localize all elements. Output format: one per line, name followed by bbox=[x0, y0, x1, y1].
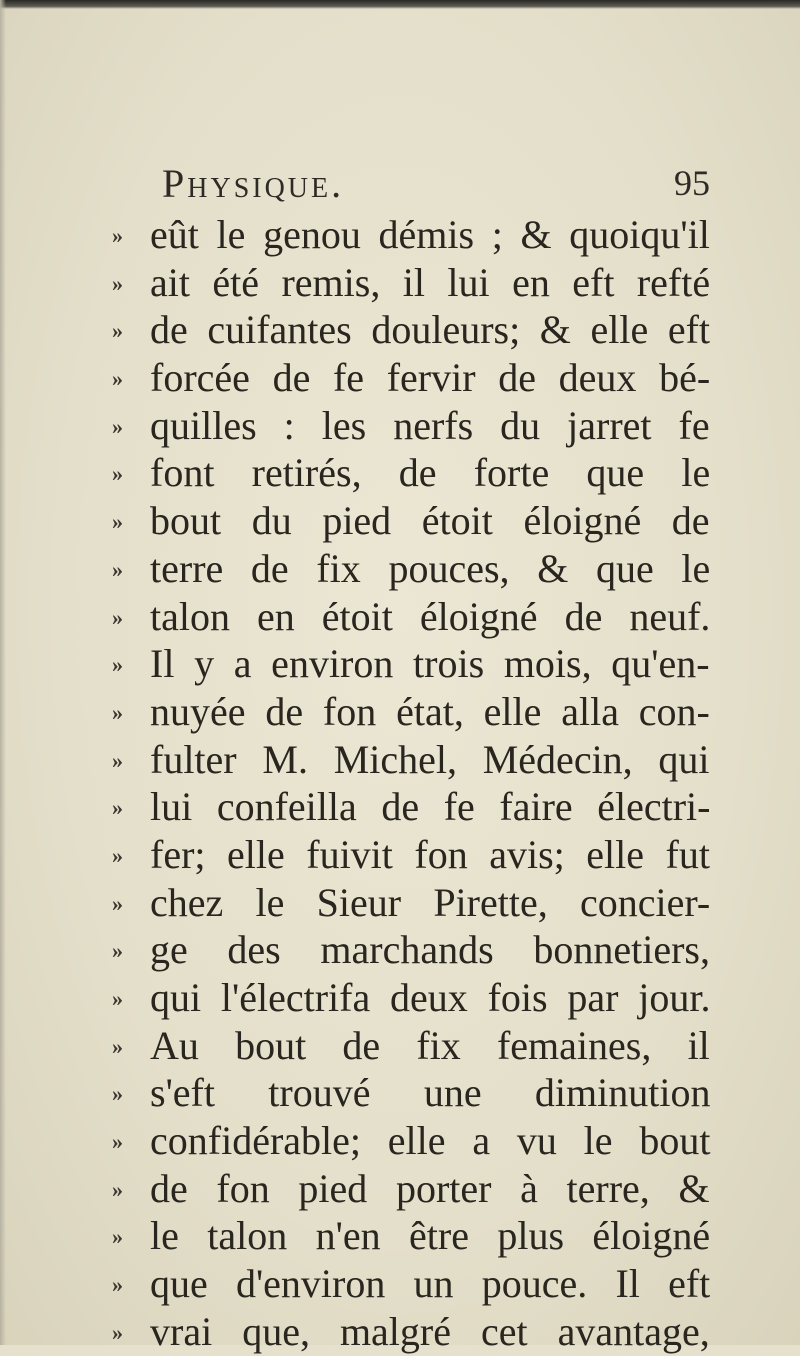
line-text: talon en étoit éloigné de neuf. bbox=[150, 593, 711, 639]
text-line bbox=[0, 974, 800, 1022]
page-number: 95 bbox=[674, 163, 710, 203]
text-line bbox=[0, 211, 800, 259]
body-text bbox=[0, 211, 800, 1356]
line-text: Au bout de fix femaines, il bbox=[150, 1022, 710, 1068]
line-text: de fon pied porter à terre, & bbox=[150, 1165, 710, 1211]
quote-mark: » bbox=[112, 938, 123, 964]
quote-mark: » bbox=[112, 795, 123, 821]
text-line bbox=[0, 640, 800, 688]
line-text: fulter M. Michel, Médecin, qui bbox=[150, 736, 710, 782]
line-text: vrai que, malgré cet avantage, bbox=[150, 1308, 710, 1354]
line-text: Il y a environ trois mois, qu'en- bbox=[150, 641, 710, 687]
text-line bbox=[0, 926, 800, 974]
text-line bbox=[0, 545, 800, 593]
line-text: le talon n'en être plus éloigné bbox=[150, 1213, 711, 1259]
quote-mark: » bbox=[112, 1224, 123, 1250]
text-line bbox=[0, 354, 800, 402]
line-text: lui confeilla de fe faire électri- bbox=[150, 784, 711, 830]
text-line bbox=[0, 831, 800, 879]
quote-mark: » bbox=[112, 652, 123, 678]
text-line bbox=[0, 259, 800, 307]
line-text: nuyée de fon état, elle alla con- bbox=[150, 688, 710, 734]
quote-mark: » bbox=[112, 509, 123, 535]
quote-mark: » bbox=[112, 1176, 123, 1202]
text-line bbox=[0, 1117, 800, 1165]
quote-mark: » bbox=[112, 747, 123, 773]
quote-mark: » bbox=[112, 986, 123, 1011]
quote-mark: » bbox=[112, 1272, 123, 1298]
quote-mark: » bbox=[112, 1033, 123, 1059]
quote-mark: » bbox=[112, 604, 123, 630]
line-text: forcée de fe fervir de deux bé- bbox=[150, 355, 711, 401]
quote-mark: » bbox=[112, 699, 123, 725]
quote-mark: » bbox=[112, 270, 123, 296]
quote-mark: » bbox=[112, 318, 123, 344]
text-line bbox=[0, 1022, 800, 1070]
text-line bbox=[0, 879, 800, 927]
text-line bbox=[0, 593, 800, 641]
text-line bbox=[0, 736, 800, 784]
quote-mark: » bbox=[112, 1319, 123, 1345]
quote-mark: » bbox=[112, 366, 123, 392]
text-line bbox=[0, 497, 800, 545]
running-header bbox=[150, 158, 710, 208]
line-text: eût le genou démis ; & quoiqu'il bbox=[150, 212, 710, 257]
quote-mark: » bbox=[112, 461, 123, 487]
line-text: ge des marchands bonnetiers, bbox=[150, 927, 710, 973]
page-top-edge bbox=[0, 0, 800, 9]
header-title: Physique. bbox=[162, 161, 345, 206]
quote-mark: » bbox=[112, 1129, 123, 1155]
text-line bbox=[0, 1308, 800, 1356]
line-text: confidérable; elle a vu le bout bbox=[150, 1118, 711, 1164]
line-text: que d'environ un pouce. Il eft bbox=[150, 1261, 711, 1307]
line-text: terre de fix pouces, & que le bbox=[150, 545, 711, 591]
quote-mark: » bbox=[112, 556, 123, 582]
text-line bbox=[0, 402, 800, 450]
quote-mark: » bbox=[112, 890, 123, 916]
text-line bbox=[0, 1260, 800, 1308]
line-text: font retirés, de forte que le bbox=[150, 450, 711, 496]
line-text: quilles : les nerfs du jarret fe bbox=[150, 402, 710, 448]
text-line bbox=[0, 1069, 800, 1117]
line-text: bout du pied étoit éloigné de bbox=[150, 498, 710, 544]
text-line bbox=[0, 688, 800, 736]
quote-mark: » bbox=[112, 842, 123, 868]
line-text: s'eft trouvé une diminution bbox=[150, 1070, 711, 1116]
quote-mark: » bbox=[112, 413, 123, 439]
quote-mark: » bbox=[112, 1081, 123, 1107]
text-line bbox=[0, 449, 800, 497]
text-line bbox=[0, 1165, 800, 1213]
text-line bbox=[0, 783, 800, 831]
line-text: chez le Sieur Pirette, concier- bbox=[150, 879, 711, 925]
line-text: de cuifantes douleurs; & elle eft bbox=[150, 307, 711, 353]
line-text: qui l'électrifa deux fois par jour. bbox=[150, 975, 711, 1020]
line-text: ait été remis, il lui en eft refté bbox=[150, 259, 711, 305]
line-text: fer; elle fuivit fon avis; elle fut bbox=[150, 831, 710, 877]
text-line bbox=[0, 306, 800, 354]
quote-mark: » bbox=[112, 223, 123, 248]
text-line bbox=[0, 1212, 800, 1260]
